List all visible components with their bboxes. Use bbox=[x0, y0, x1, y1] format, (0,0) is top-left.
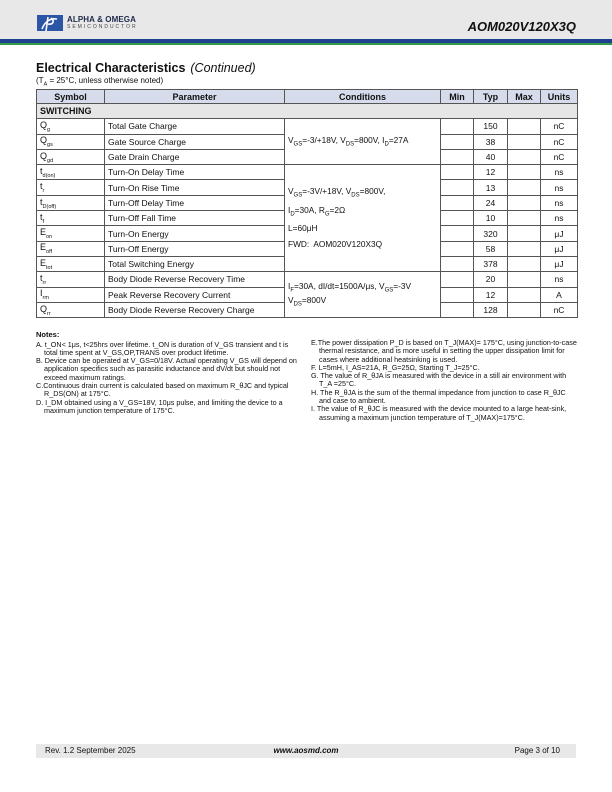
page-footer bbox=[36, 744, 576, 758]
parameter-cell: Total Gate Charge bbox=[105, 119, 285, 134]
units-cell: nC bbox=[541, 302, 578, 317]
column-header-symbol: Symbol bbox=[37, 90, 105, 104]
notes-right-column bbox=[311, 339, 577, 422]
note-c: C.Continuous drain current is calculated based on maximum R_θJC and typical R_DS(ON) at 175°C. bbox=[36, 381, 289, 399]
typ-cell: 10 bbox=[474, 211, 508, 226]
note-h: H. The R_θJA is the sum of the thermal impedance from junction to case R_θJC and case to ambient. bbox=[311, 387, 566, 405]
table-row bbox=[37, 272, 578, 287]
column-header-max: Max bbox=[508, 90, 541, 104]
max-cell bbox=[508, 134, 541, 149]
symbol-cell: $t_r$ bbox=[37, 180, 105, 195]
max-cell bbox=[508, 241, 541, 256]
parameter-cell: Turn-Off Energy bbox=[105, 241, 285, 256]
note-d: D. I_DM obtained using a V_GS=18V, 10μs pulse, and limiting the device to a maximum junction temperature of 175°C. bbox=[36, 397, 283, 415]
symbol-cell: $t_{rr}$ bbox=[37, 272, 105, 287]
parameter-cell: Turn-On Rise Time bbox=[105, 180, 285, 195]
typ-cell: 13 bbox=[474, 180, 508, 195]
max-cell bbox=[508, 211, 541, 226]
min-cell bbox=[441, 119, 474, 134]
note-f: F. L=5mH, I_AS=21A, R_G=25Ω, Starting T_J=25°C. bbox=[311, 362, 480, 372]
symbol-cell: $t_{D(off)}$ bbox=[37, 195, 105, 210]
table-header-row bbox=[37, 90, 578, 104]
units-cell: ns bbox=[541, 195, 578, 210]
table-row bbox=[37, 119, 578, 134]
units-cell: nC bbox=[541, 119, 578, 134]
max-cell bbox=[508, 195, 541, 210]
units-cell: ns bbox=[541, 180, 578, 195]
min-cell bbox=[441, 287, 474, 302]
column-header-conditions: Conditions bbox=[285, 90, 441, 104]
note-i: I. The value of R_θJC is measured with the device mounted to a large heat-sink, assuming a maximum junction temperature of T_J(MAX)=175°C. bbox=[311, 404, 567, 422]
note-e: E.The power dissipation P_D is based on T_J(MAX)= 175°C, using junction-to-case thermal resistance, and is more useful in setting the upper dissipation limit for cases where additional heatsinking is used. bbox=[311, 338, 577, 364]
table-row bbox=[37, 165, 578, 180]
min-cell bbox=[441, 149, 474, 164]
parameter-cell: Turn-On Delay Time bbox=[105, 165, 285, 180]
units-cell: ns bbox=[541, 272, 578, 287]
note-a: A. t_ON< 1μs, t<25hrs over lifetime. t_ON is duration of V_GS transient and t is total time spent at V_GS,OP,TRANS over product lifetime. bbox=[36, 339, 289, 357]
units-cell: μJ bbox=[541, 256, 578, 271]
units-cell: μJ bbox=[541, 241, 578, 256]
parameter-cell: Turn-Off Delay Time bbox=[105, 195, 285, 210]
typ-cell: 150 bbox=[474, 119, 508, 134]
logo-subtitle: SEMICONDUCTOR bbox=[67, 24, 138, 30]
section-title-suffix: (Continued) bbox=[190, 61, 256, 75]
symbol-cell: $t_{d(on)}$ bbox=[37, 165, 105, 180]
note-b: B. Device can be operated at V_GS=0/18V. Actual operating V_GS will depend on application specifics such as parasitic inductance and dV/dt but should not exceed maximum ratings. bbox=[36, 356, 297, 382]
typ-cell: 12 bbox=[474, 165, 508, 180]
max-cell bbox=[508, 149, 541, 164]
symbol-cell: $I_{rm}$ bbox=[37, 287, 105, 302]
max-cell bbox=[508, 256, 541, 271]
units-cell: ns bbox=[541, 165, 578, 180]
min-cell bbox=[441, 180, 474, 195]
company-logo bbox=[37, 13, 138, 33]
parameter-cell: Body Diode Reverse Recovery Time bbox=[105, 272, 285, 287]
parameter-cell: Total Switching Energy bbox=[105, 256, 285, 271]
column-header-min: Min bbox=[441, 90, 474, 104]
section-label: SWITCHING bbox=[37, 104, 578, 119]
logo-company-name: ALPHA & OMEGA bbox=[67, 15, 137, 24]
symbol-cell: $E_{tot}$ bbox=[37, 256, 105, 271]
min-cell bbox=[441, 195, 474, 210]
max-cell bbox=[508, 119, 541, 134]
part-number: AOM020V120X3Q bbox=[467, 19, 576, 34]
units-cell: nC bbox=[541, 134, 578, 149]
typ-cell: 40 bbox=[474, 149, 508, 164]
min-cell bbox=[441, 226, 474, 241]
column-header-parameter: Parameter bbox=[105, 90, 285, 104]
column-header-typ: Typ bbox=[474, 90, 508, 104]
max-cell bbox=[508, 165, 541, 180]
symbol-cell: $Q_{gs}$ bbox=[37, 134, 105, 149]
max-cell bbox=[508, 302, 541, 317]
typ-cell: 12 bbox=[474, 287, 508, 302]
min-cell bbox=[441, 211, 474, 226]
min-cell bbox=[441, 165, 474, 180]
symbol-cell: $Q_{gd}$ bbox=[37, 149, 105, 164]
header-divider-green bbox=[0, 43, 612, 45]
parameter-cell: Body Diode Reverse Recovery Charge bbox=[105, 302, 285, 317]
typ-cell: 320 bbox=[474, 226, 508, 241]
symbol-cell: $E_{off}$ bbox=[37, 241, 105, 256]
parameter-cell: Gate Source Charge bbox=[105, 134, 285, 149]
parameter-cell: Turn-Off Fall Time bbox=[105, 211, 285, 226]
website-link[interactable]: www.aosmd.com bbox=[273, 746, 339, 755]
min-cell bbox=[441, 272, 474, 287]
min-cell bbox=[441, 134, 474, 149]
symbol-cell: $E_{on}$ bbox=[37, 226, 105, 241]
note-g: G. The value of R_θJA is measured with the device in a still air environment with T_A =25°C. bbox=[311, 371, 567, 389]
units-cell: nC bbox=[541, 149, 578, 164]
min-cell bbox=[441, 241, 474, 256]
alpha-omega-logo-icon bbox=[37, 15, 63, 31]
max-cell bbox=[508, 272, 541, 287]
page-number: Page 3 of 10 bbox=[514, 746, 560, 755]
parameter-cell: Peak Reverse Recovery Current bbox=[105, 287, 285, 302]
max-cell bbox=[508, 226, 541, 241]
symbol-cell: $t_f$ bbox=[37, 211, 105, 226]
min-cell bbox=[441, 256, 474, 271]
notes-title: Notes: bbox=[36, 330, 60, 339]
min-cell bbox=[441, 302, 474, 317]
typ-cell: 128 bbox=[474, 302, 508, 317]
revision-label: Rev. 1.2 September 2025 bbox=[45, 746, 136, 755]
typ-cell: 58 bbox=[474, 241, 508, 256]
test-conditions-note: ($T_A = 25^\circ C$, unless otherwise noted) bbox=[36, 76, 164, 88]
section-title: Electrical Characteristics (Continued) bbox=[36, 61, 256, 75]
electrical-characteristics-table bbox=[36, 89, 578, 318]
typ-cell: 20 bbox=[474, 272, 508, 287]
parameter-cell: Gate Drain Charge bbox=[105, 149, 285, 164]
page-header bbox=[0, 0, 612, 39]
column-header-units: Units bbox=[541, 90, 578, 104]
max-cell bbox=[508, 287, 541, 302]
notes-left-column bbox=[36, 331, 302, 415]
conditions-cell-gate-charge: $V_{GS}=-3/+18V$, $V_{DS}=800V$, $I_D=27A$ bbox=[285, 119, 441, 165]
conditions-cell-reverse-recovery: $I_F=30A$, dI/dt=1500A/μs, $V_{GS}=-3V$ $V_{DS}=800V$ bbox=[285, 272, 441, 318]
conditions-cell-switching: $V_{GS}=-3V/+18V$, $V_{DS}=800V$, $I_D=30A$, $R_G=2\Omega$ L=60μH FWD: AOM020V120X3Q bbox=[285, 165, 441, 272]
units-cell: μJ bbox=[541, 226, 578, 241]
units-cell: A bbox=[541, 287, 578, 302]
symbol-cell: $Q_{rr}$ bbox=[37, 302, 105, 317]
typ-cell: 38 bbox=[474, 134, 508, 149]
symbol-cell: $Q_g$ bbox=[37, 119, 105, 134]
units-cell: ns bbox=[541, 211, 578, 226]
typ-cell: 378 bbox=[474, 256, 508, 271]
section-row bbox=[37, 104, 578, 119]
parameter-cell: Turn-On Energy bbox=[105, 226, 285, 241]
typ-cell: 24 bbox=[474, 195, 508, 210]
max-cell bbox=[508, 180, 541, 195]
